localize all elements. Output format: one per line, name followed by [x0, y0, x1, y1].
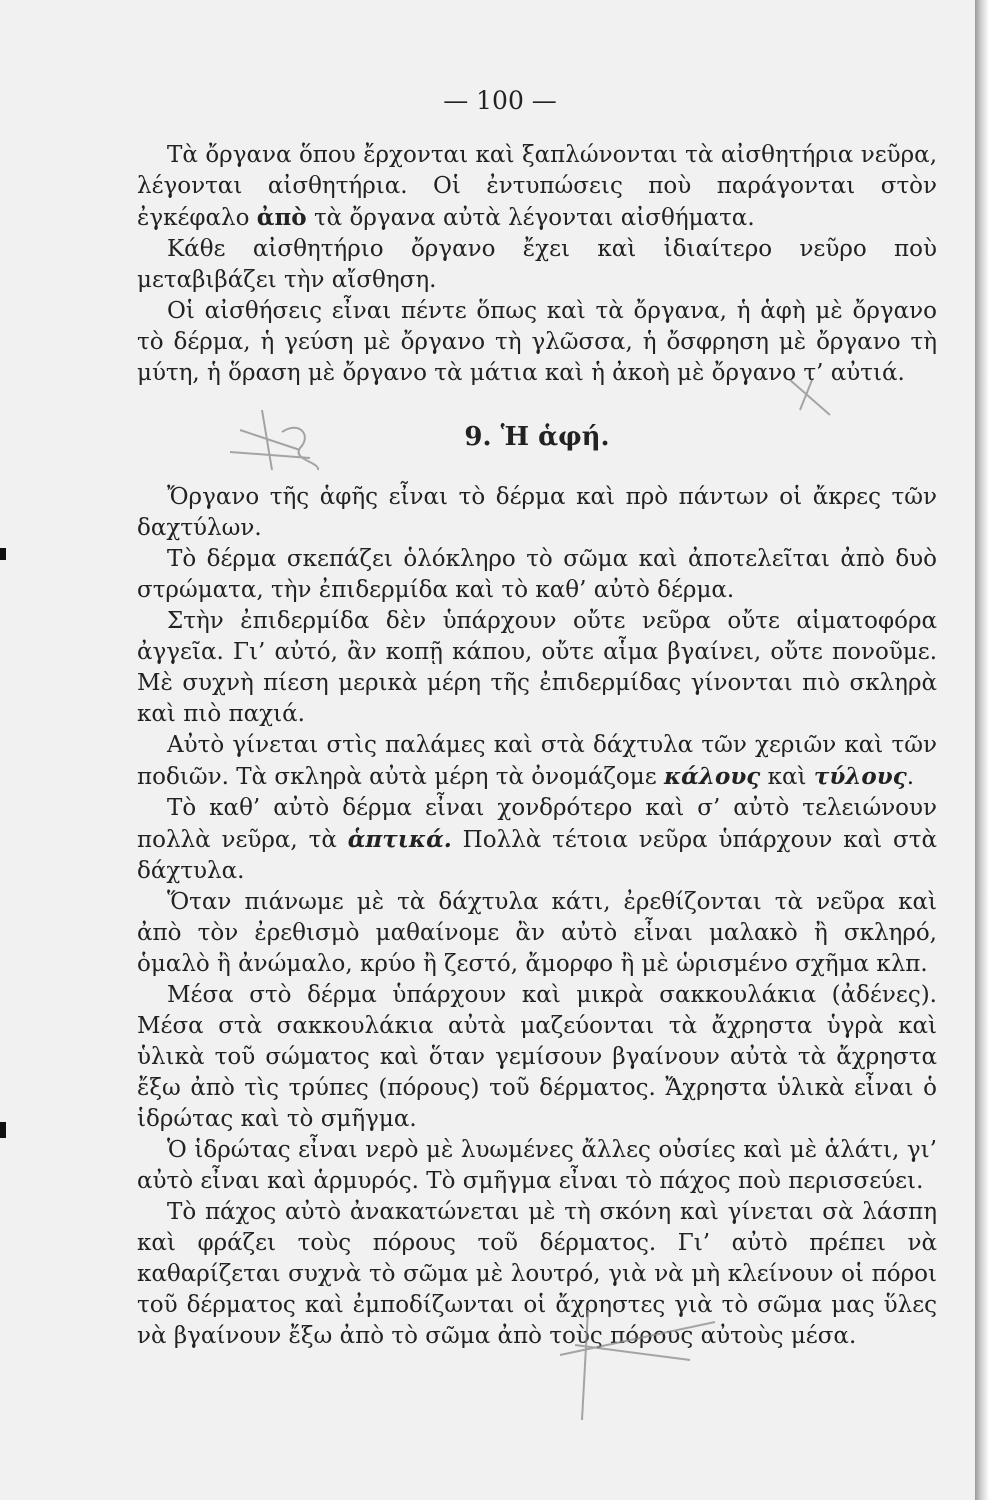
paragraph	[137, 544, 937, 606]
paragraph	[137, 140, 937, 234]
paragraph-text: Τὸ δέρμα σκεπάζει ὁλόκληρο τὸ σῶμα καὶ ἀποτελεῖται ἀπὸ δυὸ στρώματα, τὴν ἐπιδερμίδα καὶ τὸ καθ’ αὐτὸ δέρμα.	[137, 546, 937, 603]
paragraph-text: Τὰ ὄργανα ὅπου ἔρχονται καὶ ξαπλώνονται τὰ αἰσθητήρια νεῦρα, λέγονται αἰσθητήρια. Οἱ ἐντυπώσεις ποὺ παράγονται στὸν ἐγκέφαλο	[137, 142, 937, 231]
paragraph	[137, 1197, 937, 1352]
paragraph-text: Αὐτὸ γίνεται στὶς παλάμες καὶ στὰ δάχτυλα τῶν χεριῶν καὶ τῶν ποδιῶν. Τὰ σκληρὰ αὐτὰ μέρη τὰ ὀνομάζομε	[137, 732, 937, 790]
emphasis-text: κάλους	[663, 763, 761, 790]
paragraph-text: .	[906, 764, 915, 790]
paragraph	[137, 606, 937, 730]
paragraph	[137, 730, 937, 793]
paragraph	[137, 793, 937, 887]
intro-paragraphs	[137, 140, 937, 389]
paragraph-text: Πολλὰ τέτοια νεῦρα ὑπάρχουν καὶ στὰ δάχτυλα.	[137, 827, 937, 884]
section-paragraphs	[137, 482, 937, 1352]
paragraph-text: Ὁ ἱδρώτας εἶναι νερὸ μὲ λυωμένες ἄλλες οὐσίες καὶ μὲ ἁλάτι, γι’ αὐτὸ εἶναι καὶ ἁρμυρός. Τὸ σμῆγμα εἶναι τὸ πάχος ποὺ περισσεύει.	[137, 1137, 937, 1194]
emphasis-text: τύλους	[813, 763, 907, 790]
paragraph-text: Τὸ καθ’ αὐτὸ δέρμα εἶναι χονδρότερο καὶ σ’ αὐτὸ τελειώνουν πολλὰ νεῦρα, τὰ	[137, 795, 937, 853]
section-heading: 9. Ἡ ἁφή.	[464, 422, 610, 452]
paragraph-text: Οἱ αἰσθήσεις εἶναι πέντε ὅπως καὶ τὰ ὄργανα, ἡ ἁφὴ μὲ ὄργανο τὸ δέρμα, ἡ γεύση μὲ ὄργανο τὴ γλῶσσα, ἡ ὄσφρηση μὲ ὄργανο τὴ μύτη, ἡ ὅραση μὲ ὄργανο τὰ μάτια καὶ ἡ ἀκοὴ μὲ ὄργανο τ’ αὐτιά.	[137, 298, 937, 386]
paragraph-text: Ὅταν πιάνωμε μὲ τὰ δάχτυλα κάτι, ἐρεθίζονται τὰ νεῦρα καὶ ἀπὸ τὸν ἐρεθισμὸ μαθαίνομε ἂν αὐτὸ εἶναι μαλακὸ ἢ σκληρό, ὁμαλὸ ἢ ἀνώμαλο, κρύο ἢ ζεστό, ἄμορφο ἢ μὲ ὡρισμένο σχῆμα κλπ.	[137, 889, 937, 977]
paragraph	[137, 234, 937, 296]
emphasis-text: ἁπτικά.	[347, 826, 452, 853]
binding-mark-top	[0, 548, 6, 560]
page-edge-shadow	[975, 0, 1000, 1500]
paragraph-text: Ὄργανο τῆς ἁφῆς εἶναι τὸ δέρμα καὶ πρὸ πάντων οἱ ἄκρες τῶν δαχτύλων.	[137, 484, 937, 541]
page-number: — 100 —	[443, 86, 557, 115]
paragraph	[137, 296, 937, 389]
paragraph-text: τὰ ὄργανα αὐτὰ λέγονται αἰσθήματα.	[306, 205, 755, 231]
paragraph-text: Τὸ πάχος αὐτὸ ἀνακατώνεται μὲ τὴ σκόνη καὶ γίνεται σὰ λάσπη καὶ φράζει τοὺς πόρους τοῦ δέρματος. Γι’ αὐτὸ πρέπει νὰ καθαρίζεται συχνὰ τὸ σῶμα μὲ λουτρό, γιὰ νὰ μὴ κλείνουν οἱ πόροι τοῦ δέρματος καὶ ἐμποδίζωνται οἱ ἄχρηστες γιὰ τὸ σῶμα μας ὕλες νὰ βγαίνουν ἔξω ἀπὸ τὸ σῶμα ἀπὸ τοὺς πόρους αὐτοὺς μέσα.	[137, 1199, 937, 1349]
paragraph	[137, 887, 937, 980]
paragraph	[137, 1135, 937, 1197]
paragraph-text: Στὴν ἐπιδερμίδα δὲν ὑπάρχουν οὔτε νεῦρα οὔτε αἱματοφόρα ἀγγεῖα. Γι’ αὐτό, ἂν κοπῇ κάπου, οὔτε αἷμα βγαίνει, οὔτε πονοῦμε. Μὲ συχνὴ πίεση μερικὰ μέρη τῆς ἐπιδερμίδας γίνονται πιὸ σκληρὰ καὶ πιὸ παχιά.	[137, 608, 937, 727]
emphasis-text: ἀπὸ	[256, 204, 307, 231]
paragraph-text: Μέσα στὸ δέρμα ὑπάρχουν καὶ μικρὰ σακκουλάκια (ἀδένες). Μέσα στὰ σακκουλάκια αὐτὰ μαζεύονται τὰ ἄχρηστα ὑγρὰ καὶ ὑλικὰ τοῦ σώματος καὶ ὅταν γεμίσουν βγαίνουν αὐτὰ τὰ ἄχρηστα ἔξω ἀπὸ τὶς τρύπες (πόρους) τοῦ δέρματος. Ἄχρηστα ὑλικὰ εἶναι ὁ ἱδρώτας καὶ τὸ σμῆγμα.	[137, 982, 937, 1132]
binding-mark-bottom	[0, 1122, 6, 1138]
paragraph-text: καὶ	[760, 764, 814, 790]
paragraph	[137, 980, 937, 1135]
paragraph	[137, 482, 937, 544]
paragraph-text: Κάθε αἰσθητήριο ὄργανο ἔχει καὶ ἰδιαίτερο νεῦρο ποὺ μεταβιβάζει τὴν αἴσθηση.	[137, 236, 937, 293]
